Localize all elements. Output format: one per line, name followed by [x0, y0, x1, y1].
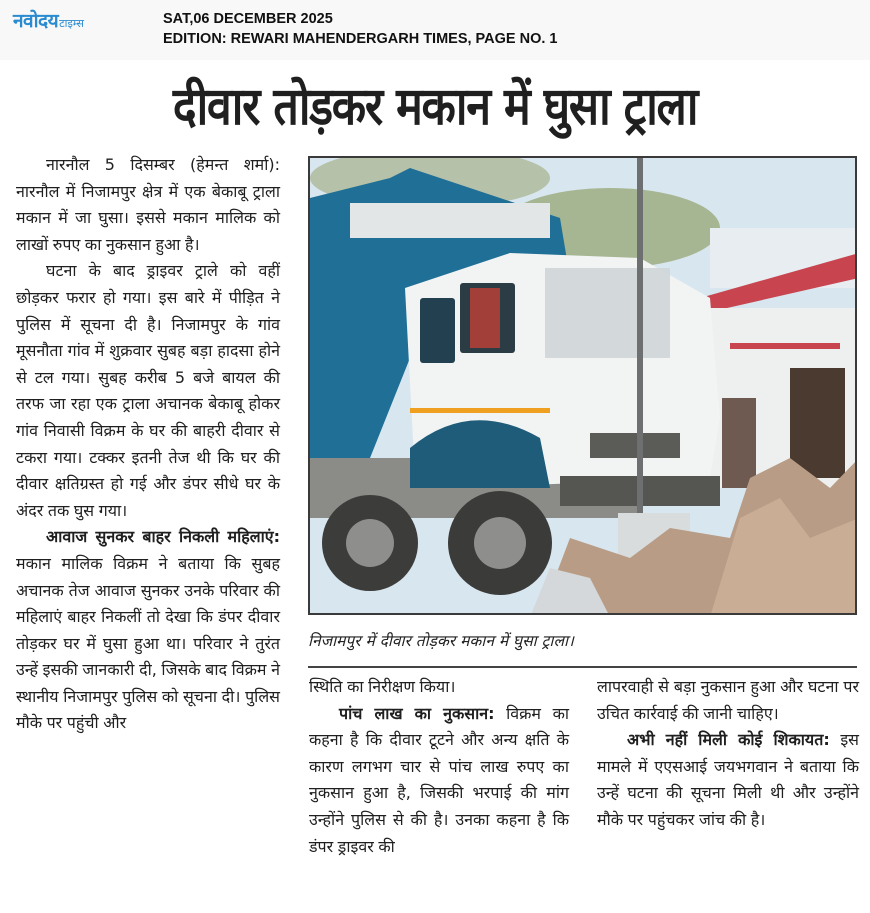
subheading: आवाज सुनकर बाहर निकली महिलाएं:: [46, 527, 280, 547]
article-paragraph: लापरवाही से बड़ा नुकसान हुआ और घटना पर उचित कार्रवाई की जानी चाहिए।: [597, 677, 859, 723]
logo-main-text: नवोदय: [13, 10, 59, 32]
subheading: अभी नहीं मिली कोई शिकायत:: [627, 730, 830, 750]
newspaper-logo[interactable]: [13, 8, 84, 32]
publication-date: SAT,06 DECEMBER 2025: [163, 11, 333, 27]
subheading: पांच लाख का नुकसान:: [339, 703, 495, 723]
article-column-left: [16, 152, 280, 737]
news-photo: [308, 156, 857, 615]
article-paragraph: घटना के बाद ड्राइवर ट्राले को वहीं छोड़कर फरार हो गया। इस बारे में पीड़ित ने पुलिस में सूचना दी है। निजामपुर के गांव मूसनौता गांव में शुक्रवार सुबह बड़ा हादसा होने से टल गया। सुबह करीब 5 बजे बायल की तरफ जा रहा एक ट्राला अचानक बेकाबू होकर गांव निवासी विक्रम के घर की बाहरी दीवार से टकरा गया। टक्कर इतनी तेज थी कि घर की दीवार क्षतिग्रस्त हो गई और डंपर सीधे घर के अंदर तक घुस गया।: [16, 261, 280, 520]
masthead-bar: [0, 0, 870, 60]
edition-page: EDITION: REWARI MAHENDERGARH TIMES, PAGE NO. 1: [163, 31, 558, 47]
article-paragraph: [597, 727, 859, 833]
article-headline: दीवार तोड़कर मकान में घुसा ट्राला: [172, 77, 698, 137]
article-paragraph: [16, 524, 280, 737]
article-column-right: [597, 674, 859, 834]
paragraph-text: इस मामले में एएसआई जयभगवान ने बताया कि उन्हें घटना की सूचना मिली थी और उन्होंने मौके पर पहुंचकर जांच की है।: [597, 730, 859, 829]
article-column-middle: [309, 674, 569, 860]
article-paragraph: [309, 701, 569, 861]
paragraph-text: विक्रम का कहना है कि दीवार टूटने और अन्य क्षति के कारण लगभग चार से पांच लाख रुपए का नुकसान हुआ है, जिसकी भरपाई की मांग उन्होंने पुलिस से की है। उनका कहना है कि डंपर ड्राइवर की: [309, 703, 570, 856]
article-paragraph: स्थिति का निरीक्षण किया।: [309, 677, 456, 696]
edition-info: [163, 9, 557, 49]
logo-sub-text: टाइम्स: [59, 17, 84, 30]
truck-crash-photo-icon: [310, 158, 857, 615]
caption-divider: [308, 666, 857, 668]
paragraph-text: मकान मालिक विक्रम ने बताया कि सुबह अचानक तेज आवाज सुनकर उनके परिवार की महिलाएं बाहर निकलीं तो देखा कि डंपर दीवार तोड़कर घर में घुसा हुआ था। परिवार ने तुरंत उन्हें इसकी जानकारी दी, जिसके बाद विक्रम ने स्थानीय निजामपुर पुलिस को सूचना दी। पुलिस मौके पर पहुंची और: [16, 553, 280, 733]
article-paragraph: नारनौल 5 दिसम्बर (हेमन्त शर्मा): नारनौल में निजामपुर क्षेत्र में एक बेकाबू ट्राला मकान में जा घुसा। इससे मकान मालिक को लाखों रुपए का नुकसान हुआ है।: [16, 155, 280, 254]
photo-caption: निजामपुर में दीवार तोड़कर मकान में घुसा ट्राला।: [308, 632, 574, 650]
